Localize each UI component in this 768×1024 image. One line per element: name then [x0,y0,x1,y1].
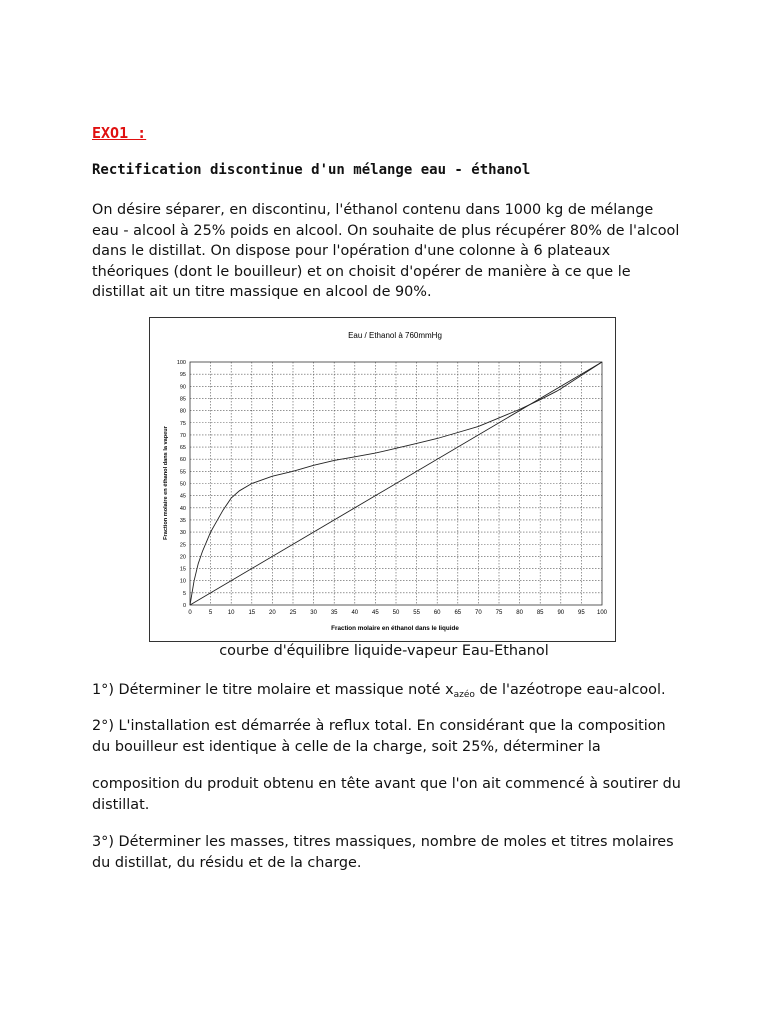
y-tick-label: 0 [182,603,186,609]
question-1 [92,680,682,706]
figure-caption: courbe d'équilibre liquide-vapeur Eau-Ethanol [219,643,549,659]
chart-title: Eau / Ethanol à 760mmHg [348,331,442,340]
x-tick-label: 10 [227,610,235,616]
y-tick-label: 35 [179,517,186,524]
exercise-subtitle: Rectification discontinue d'un mélange eau - éthanol [92,162,531,178]
y-tick-label: 5 [182,590,186,597]
x-tick-label: 5 [208,610,213,616]
x-tick-label: 45 [372,610,379,616]
y-tick-label: 100 [176,360,186,366]
x-tick-label: 85 [536,610,544,616]
y-tick-label: 95 [179,372,186,379]
y-tick-label: 20 [179,554,186,561]
y-tick-label: 30 [179,530,186,537]
x-tick-label: 90 [557,610,565,616]
x-tick-label: 50 [392,610,400,616]
x-tick-label: 40 [351,610,359,616]
x-tick-label: 65 [454,610,462,616]
y-tick-label: 50 [179,481,186,488]
x-tick-label: 95 [578,610,585,616]
exercise-title: EXO1 : [92,124,147,142]
x-axis-label: Fraction molaire en éthanol dans le liquide [331,625,459,632]
intro-paragraph: On désire séparer, en discontinu, l'éthanol contenu dans 1000 kg de mélange eau - alcool à 25% poids en alcool. On souhaite de plus récupérer 80% de l'alcool dans le distillat. On dispose pour l'opération d'une colonne à 6 plateaux théoriques (dont le bouilleur) et on choisit d'opérer de manière à ce que le distillat ait un titre massique en alcool de 90%. [92,202,680,300]
x-tick-label: 100 [596,610,608,616]
equilibrium-chart [149,317,616,642]
y-tick-label: 55 [179,469,186,476]
y-tick-label: 70 [179,432,186,439]
x-tick-label: 70 [475,610,482,616]
x-tick-label: 80 [516,610,523,616]
y-axis-label: Fraction molaire en éthanol dans la vapeur [163,426,169,540]
y-tick-label: 10 [179,578,186,585]
y-tick-label: 90 [179,384,186,391]
x-tick-label: 55 [413,610,420,616]
azeotrope-subscript: azéo [453,690,475,700]
x-tick-label: 30 [310,610,317,616]
x-tick-label: 25 [289,610,297,616]
y-tick-label: 80 [179,408,186,415]
y-tick-label: 40 [179,505,186,512]
y-tick-label: 65 [179,445,186,452]
x-tick-label: 0 [188,610,192,616]
question-2-continued: composition du produit obtenu en tête avant que l'on ait commencé à soutirer du distillat. [92,776,681,813]
y-tick-label: 15 [179,566,186,573]
x-tick-label: 75 [495,610,503,616]
chart-svg [150,318,617,643]
question-3: 3°) Déterminer les masses, titres massiques, nombre de moles et titres molaires du distillat, du résidu et de la charge. [92,834,674,871]
x-tick-label: 20 [269,610,276,616]
question-1-end: de l'azéotrope eau-alcool. [474,682,666,698]
x-tick-label: 35 [330,610,338,616]
y-tick-label: 45 [179,493,186,500]
question-1-text: 1°) Déterminer le titre molaire et massique noté x [92,682,454,698]
y-tick-label: 25 [179,542,186,549]
y-tick-label: 85 [179,396,186,403]
y-tick-label: 60 [179,457,186,464]
x-tick-label: 60 [433,610,441,616]
question-2: 2°) L'installation est démarrée à reflux total. En considérant que la composition du bouilleur est identique à celle de la charge, soit 25%, déterminer la [92,718,666,755]
y-tick-label: 75 [179,420,186,427]
x-tick-label: 15 [248,610,256,616]
